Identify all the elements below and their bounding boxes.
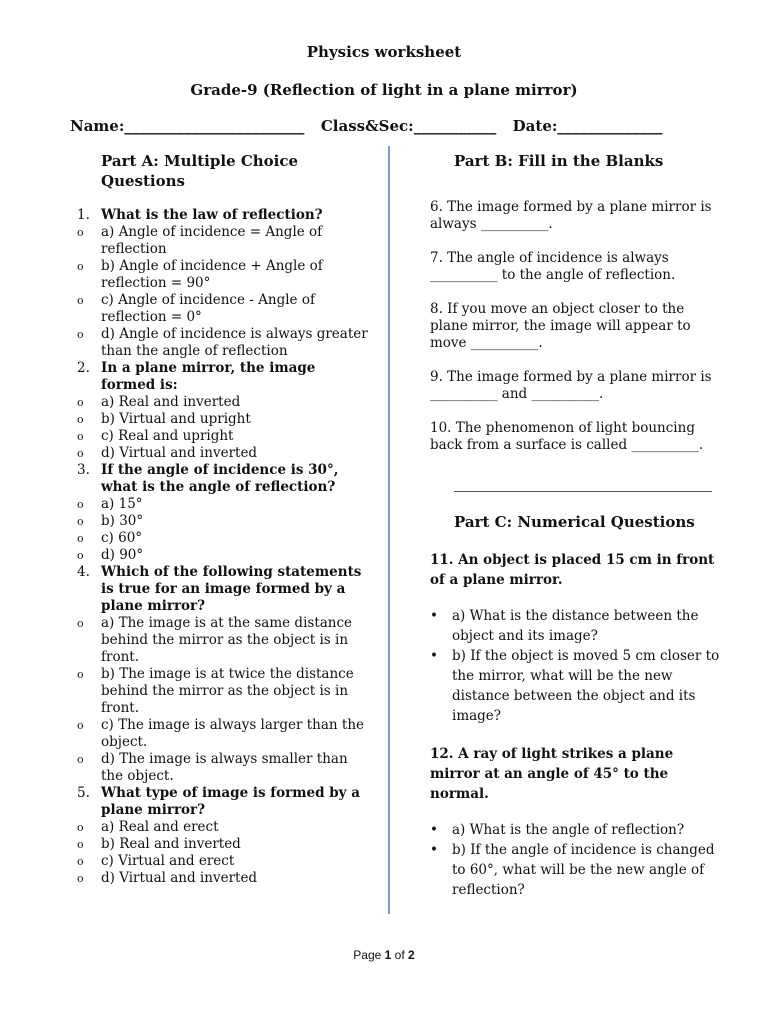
circle-bullet-icon: o — [77, 549, 84, 562]
numerical-list — [430, 550, 720, 900]
circle-bullet-icon: o — [77, 396, 84, 409]
option-text: d) Angle of incidence is always greater than the angle of reflection — [101, 326, 368, 359]
answer-option — [75, 411, 370, 428]
answer-option — [75, 666, 370, 717]
answer-option — [75, 224, 370, 258]
answer-option — [75, 530, 370, 547]
option-text: c) 60° — [101, 530, 143, 546]
option-text: b) Angle of incidence + Angle of reflection = 90° — [101, 258, 323, 291]
header-fields — [70, 117, 720, 135]
answer-option — [75, 819, 370, 836]
answer-option — [75, 870, 370, 887]
answer-option — [75, 428, 370, 445]
option-text: d) Virtual and inverted — [101, 445, 258, 461]
sub-question — [430, 820, 720, 840]
question-text: In a plane mirror, the image formed is: — [101, 360, 316, 393]
numerical-question: 12. A ray of light strikes a plane mirror at an angle of 45° to the normal. — [430, 746, 674, 802]
circle-bullet-icon: o — [77, 855, 84, 868]
question-number: 3. — [77, 462, 90, 478]
circle-bullet-icon: o — [77, 447, 84, 460]
circle-bullet-icon: o — [77, 515, 84, 528]
circle-bullet-icon: o — [77, 872, 84, 885]
fill-blank-item: 10. The phenomenon of light bouncing back from a surface is called __________. — [430, 420, 704, 453]
sub-question-text: a) What is the angle of reflection? — [452, 822, 685, 838]
fill-blank-item: 8. If you move an object closer to the plane mirror, the image will appear to move __________. — [430, 301, 691, 351]
mcq-list — [75, 207, 370, 887]
mcq-question — [75, 785, 370, 819]
sub-question — [430, 606, 720, 646]
numerical-question: 11. An object is placed 15 cm in front of a plane mirror. — [430, 552, 715, 588]
question-text: Which of the following statements is true for an image formed by a plane mirror? — [101, 564, 362, 614]
option-text: a) The image is at the same distance behind the mirror as the object is in front. — [101, 615, 353, 665]
answer-option — [75, 445, 370, 462]
part-a-column — [75, 151, 370, 887]
option-text: b) The image is at twice the distance behind the mirror as the object is in front. — [101, 666, 354, 716]
footer-total-pages: 2 — [408, 948, 415, 962]
circle-bullet-icon: o — [77, 532, 84, 545]
option-text: b) Real and inverted — [101, 836, 241, 852]
circle-bullet-icon: o — [77, 294, 84, 307]
circle-bullet-icon: o — [77, 328, 84, 341]
option-text: a) Real and erect — [101, 819, 219, 835]
column-divider — [388, 146, 390, 914]
bullet-dot-icon: • — [430, 842, 438, 858]
question-number: 5. — [77, 785, 90, 801]
part-b-c-column — [430, 151, 720, 900]
answer-option — [75, 836, 370, 853]
answer-option — [75, 496, 370, 513]
question-text: If the angle of incidence is 30°, what is the angle of reflection? — [101, 462, 339, 495]
name-field: Name:________________________ — [70, 117, 305, 135]
answer-option — [75, 547, 370, 564]
page-footer — [0, 948, 768, 962]
fill-blank-item: 9. The image formed by a plane mirror is __________ and __________. — [430, 369, 712, 402]
option-text: a) 15° — [101, 496, 143, 512]
sub-question-text: b) If the object is moved 5 cm closer to the mirror, what will be the new distance between the object and its image? — [452, 648, 720, 724]
option-text: c) Real and upright — [101, 428, 234, 444]
circle-bullet-icon: o — [77, 260, 84, 273]
answer-option — [75, 717, 370, 751]
option-text: c) The image is always larger than the object. — [101, 717, 364, 750]
worksheet-title: Physics worksheet — [306, 43, 462, 61]
question-text: What type of image is formed by a plane mirror? — [101, 785, 360, 818]
circle-bullet-icon: o — [77, 226, 84, 239]
answer-option — [75, 751, 370, 785]
mcq-question — [75, 564, 370, 615]
option-text: a) Real and inverted — [101, 394, 241, 410]
option-text: b) Virtual and upright — [101, 411, 251, 427]
fill-blanks-list — [430, 199, 720, 454]
bullet-dot-icon: • — [430, 608, 438, 624]
part-c-heading: Part C: Numerical Questions — [454, 513, 695, 531]
answer-option — [75, 513, 370, 530]
circle-bullet-icon: o — [77, 668, 84, 681]
worksheet-subtitle: Grade-9 (Reflection of light in a plane mirror) — [190, 81, 578, 99]
option-text: b) 30° — [101, 513, 144, 529]
circle-bullet-icon: o — [77, 413, 84, 426]
class-sec-field: Class&Sec:___________ — [320, 117, 497, 135]
part-a-heading: Part A: Multiple Choice Questions — [101, 152, 299, 190]
part-b-heading: Part B: Fill in the Blanks — [454, 152, 664, 170]
footer-prefix: Page — [353, 948, 385, 962]
footer-of: of — [391, 948, 409, 962]
circle-bullet-icon: o — [77, 753, 84, 766]
option-text: d) Virtual and inverted — [101, 870, 258, 886]
answer-option — [75, 394, 370, 411]
circle-bullet-icon: o — [77, 617, 84, 630]
option-text: d) 90° — [101, 547, 144, 563]
answer-option — [75, 258, 370, 292]
question-text: What is the law of reflection? — [101, 207, 323, 223]
answer-option — [75, 615, 370, 666]
sub-question-text: a) What is the distance between the object and its image? — [452, 608, 699, 644]
bullet-dot-icon: • — [430, 822, 438, 838]
fill-blank-item: 7. The angle of incidence is always __________ to the angle of reflection. — [430, 250, 676, 283]
answer-option — [75, 326, 370, 360]
sub-question-text: b) If the angle of incidence is changed to 60°, what will be the new angle of reflection? — [452, 842, 715, 898]
sub-question — [430, 646, 720, 726]
sub-question — [430, 840, 720, 900]
question-number: 4. — [77, 564, 90, 580]
question-number: 1. — [77, 207, 90, 223]
answer-option — [75, 292, 370, 326]
mcq-question — [75, 207, 370, 224]
option-text: d) The image is always smaller than the object. — [101, 751, 348, 784]
circle-bullet-icon: o — [77, 821, 84, 834]
footer-current-page: 1 — [384, 948, 392, 962]
fill-blank-item: 6. The image formed by a plane mirror is always __________. — [430, 199, 712, 232]
bullet-dot-icon: • — [430, 648, 438, 664]
circle-bullet-icon: o — [77, 498, 84, 511]
option-text: c) Angle of incidence - Angle of reflection = 0° — [101, 292, 315, 325]
option-text: a) Angle of incidence = Angle of reflection — [101, 224, 323, 257]
option-text: c) Virtual and erect — [101, 853, 235, 869]
circle-bullet-icon: o — [77, 719, 84, 732]
question-number: 2. — [77, 360, 90, 376]
mcq-question — [75, 360, 370, 394]
date-field: Date:______________ — [512, 117, 663, 135]
answer-option — [75, 853, 370, 870]
circle-bullet-icon: o — [77, 430, 84, 443]
mcq-question — [75, 462, 370, 496]
circle-bullet-icon: o — [77, 838, 84, 851]
